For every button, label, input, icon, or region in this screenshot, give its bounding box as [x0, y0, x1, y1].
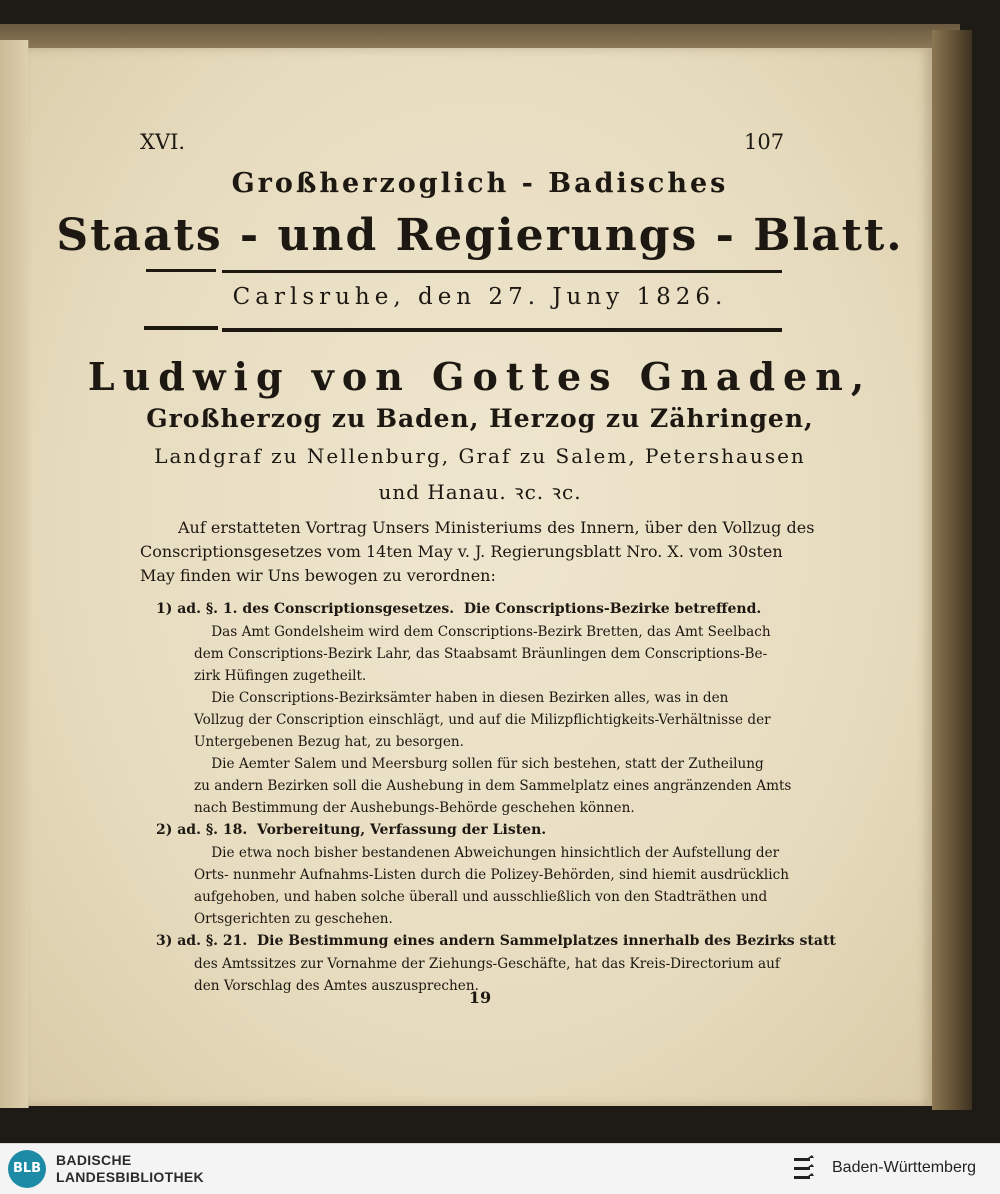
- footer-bar: [0, 1143, 1000, 1194]
- item-line: zu andern Bezirken soll die Aushebung in dem Sammelplatz eines angränzenden Amts: [194, 778, 792, 794]
- library-name-line2: LANDESBIBLIOTHEK: [56, 1169, 204, 1185]
- masthead-line2: Staats - und Regierungs - Blatt.: [56, 210, 904, 261]
- item-line: nach Bestimmung der Aushebungs-Behörde geschehen können.: [194, 800, 635, 816]
- item-line: Orts- nunmehr Aufnahms-Listen durch die Polizey-Behörden, sind hiemit ausdrücklich: [194, 867, 789, 883]
- intro-line: Auf erstatteten Vortrag Unsers Ministeriums des Innern, über den Vollzug des: [178, 518, 815, 537]
- masthead-line1: Großherzoglich - Badisches: [231, 168, 729, 199]
- item-line: Das Amt Gondelsheim wird dem Conscriptions-Bezirk Bretten, das Amt Seelbach: [194, 624, 771, 640]
- heading-titles-3: und Hanau. ꝛc. ꝛc.: [378, 480, 582, 504]
- library-name-line1: BADISCHE: [56, 1152, 132, 1168]
- item-line: Untergebenen Bezug hat, zu besorgen.: [194, 734, 464, 750]
- rule-short-top: [146, 269, 216, 272]
- rule-long-top: [222, 270, 782, 273]
- intro-line: Conscriptionsgesetzes vom 14ten May v. J. Regierungsblatt Nro. X. vom 30sten: [140, 542, 783, 561]
- facing-page-edge: [0, 40, 29, 1108]
- intro-line: May finden wir Uns bewogen zu verordnen:: [140, 566, 496, 585]
- blb-logo-badge[interactable]: BLB: [8, 1150, 46, 1188]
- item-line: Vollzug der Conscription einschlägt, und auf die Milizpflichtigkeits-Verhältnisse der: [194, 712, 771, 728]
- item-heading: 2) ad. §. 18. Vorbereitung, Verfassung der Listen.: [156, 822, 547, 838]
- item-line: aufgehoben, und haben solche überall und ausschließlich von den Stadträthen und: [194, 889, 768, 905]
- heading-sovereign: Ludwig von Gottes Gnaden,: [87, 354, 873, 399]
- signature-mark: 19: [468, 988, 492, 1007]
- item-heading: 3) ad. §. 21. Die Bestimmung eines andern Sammelplatzes innerhalb des Bezirks statt: [156, 933, 836, 949]
- baden-wuerttemberg-lions-icon: [790, 1152, 824, 1186]
- dateline: Carlsruhe, den 27. Juny 1826.: [232, 284, 728, 310]
- heading-titles-1: Großherzog zu Baden, Herzog zu Zähringen,: [146, 404, 814, 433]
- page-number: 107: [744, 130, 785, 154]
- rule-long-bottom: [222, 328, 782, 332]
- item-line: des Amtssitzes zur Vornahme der Ziehungs-Geschäfte, hat das Kreis-Directorium auf: [194, 956, 780, 972]
- item-line: Ortsgerichten zu geschehen.: [194, 911, 393, 927]
- heading-titles-2: Landgraf zu Nellenburg, Graf zu Salem, Petershausen: [154, 444, 806, 468]
- document-page: [28, 48, 932, 1106]
- state-name[interactable]: Baden-Württemberg: [832, 1159, 977, 1176]
- item-line: den Vorschlag des Amtes auszusprechen.: [194, 978, 479, 994]
- item-line: Die Aemter Salem und Meersburg sollen für sich bestehen, statt der Zutheilung: [194, 756, 764, 772]
- item-line: zirk Hüfingen zugetheilt.: [194, 668, 367, 684]
- binding-board-top: [0, 24, 960, 50]
- item-line: Die etwa noch bisher bestandenen Abweichungen hinsichtlich der Aufstellung der: [194, 845, 780, 861]
- binding-board-right: [932, 30, 972, 1110]
- rule-short-bottom: [144, 326, 218, 330]
- item-line: Die Conscriptions-Bezirksämter haben in diesen Bezirken alles, was in den: [194, 690, 729, 706]
- item-line: dem Conscriptions-Bezirk Lahr, das Staabsamt Bräunlingen dem Conscriptions-Be-: [194, 646, 768, 662]
- item-heading: 1) ad. §. 1. des Conscriptionsgesetzes. Die Conscriptions-Bezirke betreffend.: [156, 601, 762, 617]
- section-number: XVI.: [140, 130, 186, 154]
